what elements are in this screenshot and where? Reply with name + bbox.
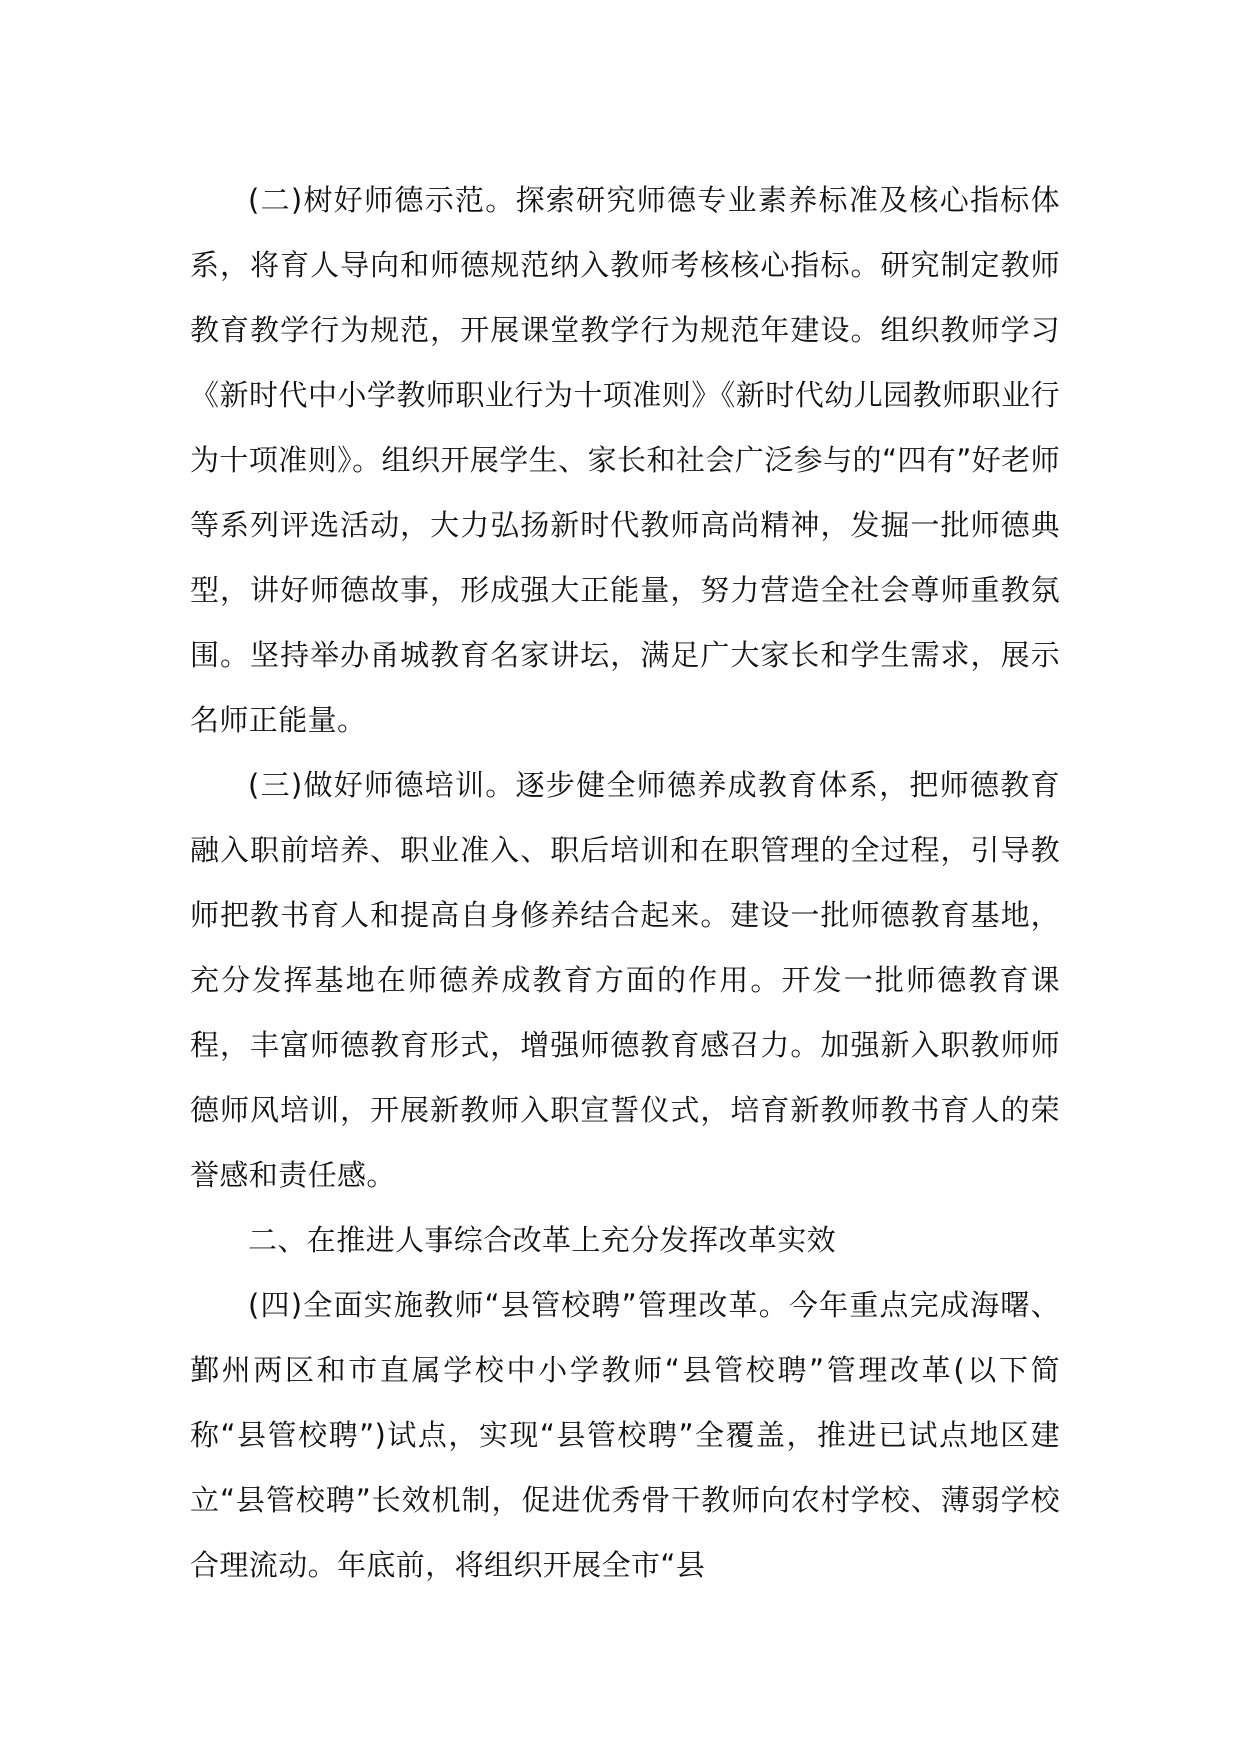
section-heading-personnel-reform: 二、在推进人事综合改革上充分发挥改革实效 bbox=[248, 1223, 837, 1257]
paragraph-teacher-ethics-model: (二)树好师德示范。探索研究师德专业素养标准及核心指标体系，将育人导向和师德规范纳入教师考核核心指标。研究制定教师教育教学行为规范，开展课堂教学行为规范年建设。组织教师学习《新时代中小学教师职业行为十项准则》《新时代幼儿园教师职业行为十项准则》。组织开展学生、家长和社会广泛参与的“四有”好老师等系列评选活动，大力弘扬新时代教师高尚精神，发掘一批师德典型，讲好师德故事，形成强大正能量，努力营造全社会尊师重教氛围。坚持举办甬城教育名家讲坛，满足广大家长和学生需求，展示名师正能量。 bbox=[190, 183, 1060, 737]
paragraph-teacher-ethics-training: (三)做好师德培训。逐步健全师德养成教育体系，把师德教育融入职前培养、职业准入、职后培训和在职管理的全过程，引导教师把教书育人和提高自身修养结合起来。建设一批师德教育基地，充分发挥基地在师德养成教育方面的作用。开发一批师德教育课程，丰富师德教育形式，增强师德教育感召力。加强新入职教师师德师风培训，开展新教师入职宣誓仪式，培育新教师教书育人的荣誉感和责任感。 bbox=[190, 768, 1060, 1192]
paragraph-county-management-reform: (四)全面实施教师“县管校聘”管理改革。今年重点完成海曙、鄞州两区和市直属学校中小学教师“县管校聘”管理改革(以下简称“县管校聘”)试点，实现“县管校聘”全覆盖，推进已试点地区建立“县管校聘”长效机制，促进优秀骨干教师向农村学校、薄弱学校合理流动。年底前，将组织开展全市“县 bbox=[190, 1288, 1060, 1582]
document-body bbox=[190, 168, 1060, 1598]
